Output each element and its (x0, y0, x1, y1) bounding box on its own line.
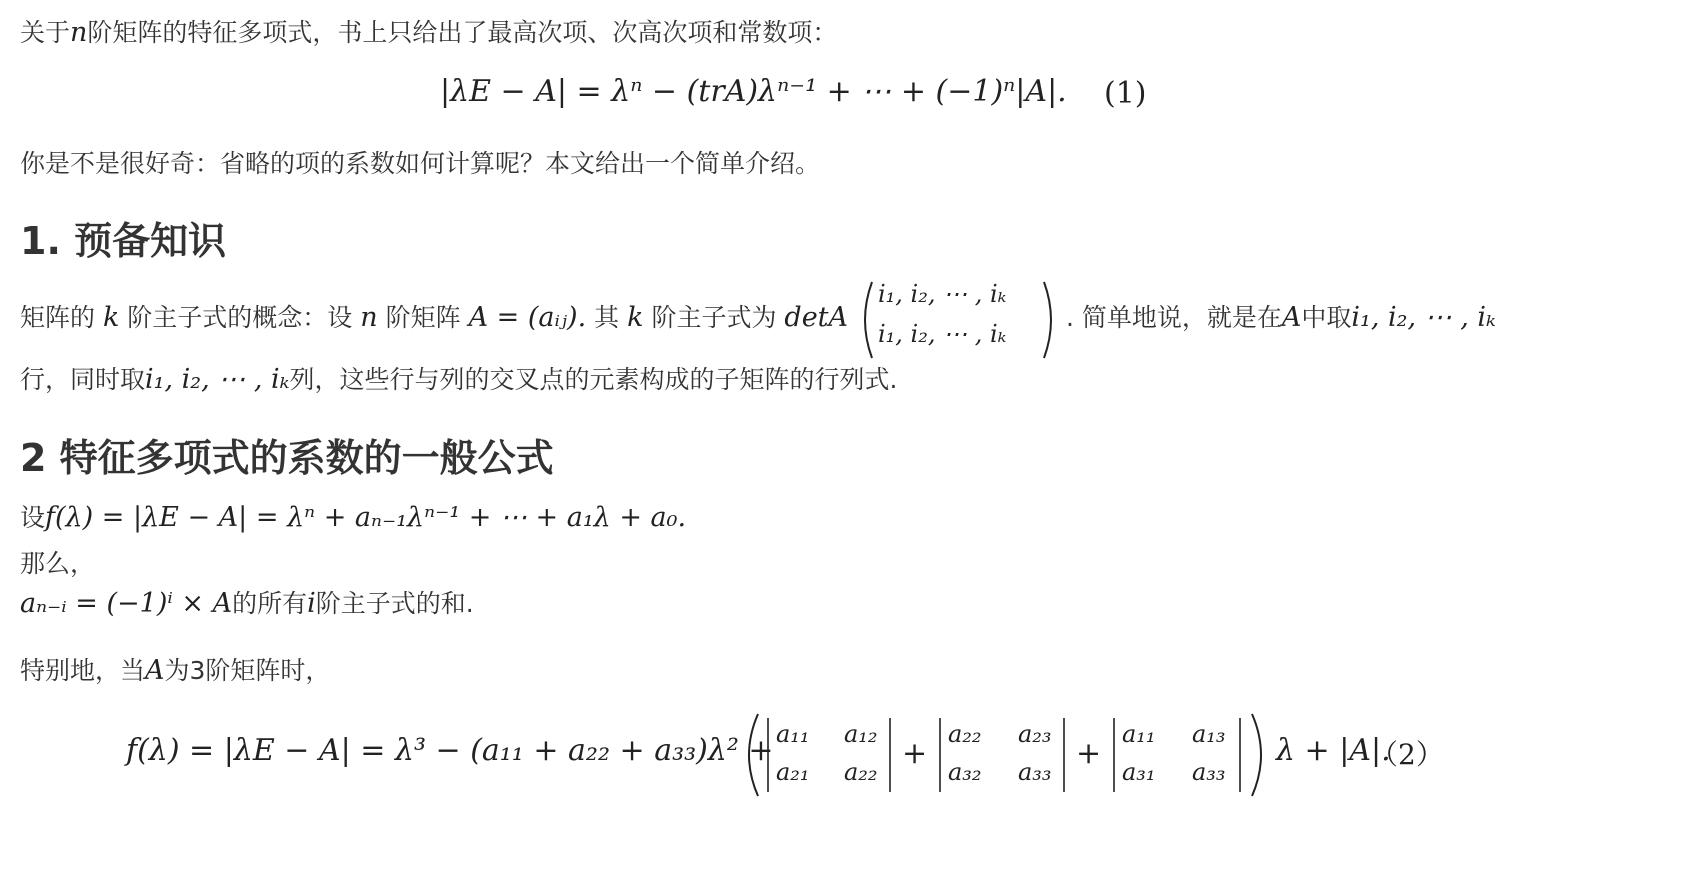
minor-top-indices: i₁, i₂, ⋯ , iₖ (878, 280, 1007, 308)
k-symbol: k (627, 302, 644, 333)
det1-r1c2: a₁₂ (844, 720, 878, 748)
indices: i₁, i₂, ⋯ , iₖ (145, 364, 290, 395)
section-2-line-4 (20, 654, 330, 688)
text-segment: 行，同时取 (20, 365, 146, 394)
det3-r2c1: a₃₁ (1122, 758, 1156, 786)
formula-1 (440, 74, 1067, 109)
text-segment: 阶主子式为 (651, 303, 777, 332)
formula-2-determinants (740, 712, 1270, 798)
det2-r1c1: a₂₂ (948, 720, 982, 748)
section-1-heading: 1. 预备知识 (20, 219, 227, 263)
text-segment: . 简单地说，就是在 (1066, 303, 1282, 332)
det3-r1c2: a₁₃ (1192, 720, 1226, 748)
k-symbol: k (102, 302, 120, 333)
formula-2-right: λ + |A|. (1276, 733, 1391, 768)
section-1-line-2 (20, 363, 897, 397)
A-symbol: A (145, 655, 165, 686)
text-segment: 设 (20, 503, 46, 532)
i-symbol: i (307, 588, 316, 619)
minor-bottom-indices: i₁, i₂, ⋯ , iₖ (878, 320, 1007, 348)
text-segment: 的所有 (232, 589, 308, 618)
det1-r2c2: a₂₂ (844, 758, 878, 786)
section-2-line-3 (20, 587, 474, 621)
question-paragraph: 你是不是很好奇：省略的项的系数如何计算呢？本文给出一个简单介绍。 (20, 149, 821, 178)
characteristic-polynomial: f(λ) = |λE − A| = λⁿ + aₙ₋₁λⁿ⁻¹ + ⋯ + a₁λ + a₀. (45, 502, 687, 533)
text-segment: 列，这些行与列的交叉点的元素构成的子矩阵的行列式. (289, 365, 898, 394)
intro-text-before: 关于 (20, 18, 71, 47)
n-symbol: n (360, 302, 378, 333)
text-segment: 阶主子式的和. (315, 589, 474, 618)
minor-notation (858, 278, 1058, 362)
plus-sign: + (1076, 736, 1102, 771)
indices: i₁, i₂, ⋯ , iₖ (1351, 302, 1496, 333)
text-segment: 特别地，当 (20, 656, 146, 685)
text-segment: 中取 (1301, 303, 1352, 332)
determinant-bars (740, 712, 1270, 798)
plus-sign: + (902, 736, 928, 771)
det3-r2c2: a₃₃ (1192, 758, 1226, 786)
det2-r2c2: a₃₃ (1018, 758, 1052, 786)
formula-2-left: f(λ) = |λE − A| = λ³ − (a₁₁ + a₂₂ + a₃₃)λ² + (126, 733, 774, 768)
text-segment: 为3阶矩阵时， (164, 656, 331, 685)
intro-paragraph (20, 16, 837, 50)
formula-2-label: （2） (1370, 738, 1444, 771)
section-2-heading: 2 特征多项式的系数的一般公式 (20, 436, 554, 480)
det1-r2c1: a₂₁ (776, 758, 810, 786)
det-symbol: detA (784, 302, 849, 333)
det3-r1c1: a₁₁ (1122, 720, 1156, 748)
text-segment: 矩阵的 (20, 303, 96, 332)
det2-r2c1: a₃₂ (948, 758, 982, 786)
intro-text-after: 阶矩阵的特征多项式，书上只给出了最高次项、次高次项和常数项： (87, 18, 838, 47)
section-2-line-1 (20, 501, 686, 535)
det1-r1c1: a₁₁ (776, 720, 810, 748)
intro-n-symbol: n (70, 17, 88, 48)
text-segment: 阶主子式的概念：设 (127, 303, 353, 332)
section-1-line-1-right (1066, 301, 1496, 335)
section-2-line-2: 那么， (20, 549, 96, 578)
A-symbol: A (1281, 302, 1302, 333)
matrix-definition: A = (aᵢⱼ). (468, 302, 587, 333)
text-segment: 阶矩阵 (385, 303, 461, 332)
section-1-line-1-left (20, 301, 848, 335)
coefficient-formula: aₙ₋ᵢ = (−1)ⁱ × A (20, 588, 233, 619)
formula-1-label: (1) (1104, 76, 1147, 111)
formula-1-expression: |λE − A| = λⁿ − (trA)λⁿ⁻¹ + ⋯ + (−1)ⁿ|A|. (440, 74, 1067, 109)
det2-r1c2: a₂₃ (1018, 720, 1052, 748)
text-segment: 其 (594, 303, 620, 332)
